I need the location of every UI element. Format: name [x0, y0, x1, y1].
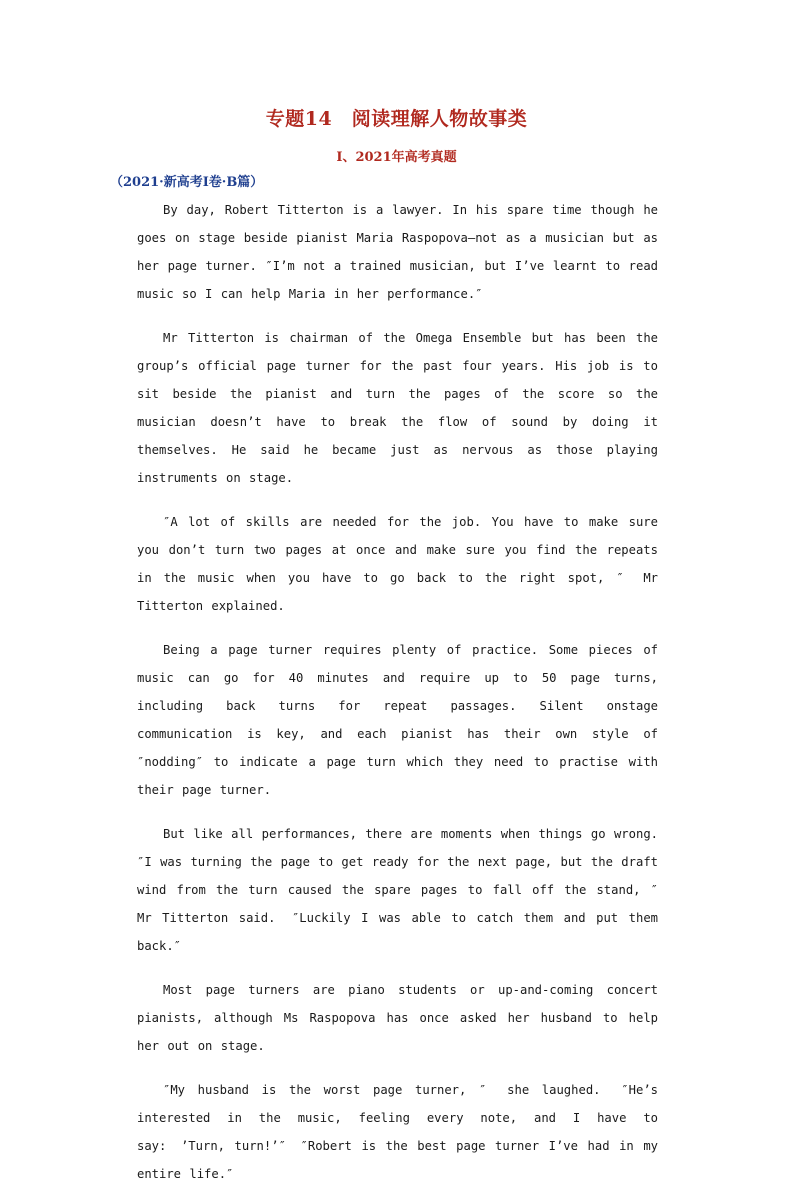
reading-passage [137, 196, 671, 1204]
paragraph-3: ″A lot of skills are needed for the job. You have to make sure you don’t turn two pages at once and make sure you find the repeats in the music when you have to go back to the right spot, ″ Mr Titterton explained. [137, 515, 658, 613]
paragraph-4: Being a page turner requires plenty of practice. Some pieces of music can go for 40 minutes and require up to 50 page turns, including back turns for repeat passages. Silent onstage communication is key, and each pianist has their own style of ″nodding″ to indicate a page turn which they need to practise with their page turner. [137, 643, 658, 797]
paragraph-7: ″My husband is the worst page turner, ″ she laughed. ″He’s interested in the music, feeling every note, and I have to say: ’Turn, turn!’″ ″Robert is the best page turner I’ve had in my entire life.″ [137, 1083, 658, 1181]
paragraph-5: But like all performances, there are moments when things go wrong. ″I was turning the page to get ready for the next page, but the draft wind from the turn caused the spare pages to fall off the stand, ″ Mr Titterton said. ″Luckily I was able to catch them and put them back.″ [137, 827, 671, 953]
paragraph-6: Most page turners are piano students or up-and-coming concert pianists, although Ms Raspopova has once asked her husband to help her out on stage. [137, 983, 658, 1053]
paragraph-1: By day, Robert Titterton is a lawyer. In his spare time though he goes on stage beside pianist Maria Raspopova—not as a musician but as her page turner. ″I’m not a trained musician, but I’ve learnt to read music so I can help Maria in her performance.″ [137, 203, 658, 301]
section-subtitle: Ⅰ、2021年高考真题 [336, 150, 457, 165]
page-title: 专题14 阅读理解人物故事类 [265, 108, 528, 130]
paragraph-2: Mr Titterton is chairman of the Omega Ensemble but has been the group’s official page turner for the past four years. His job is to sit beside the pianist and turn the pages of the score so the musician doesn’t have to break the flow of sound by doing it themselves. He said he became just as nervous as those playing instruments on stage. [137, 331, 658, 485]
exam-source-label: （2021·新高考Ⅰ卷·B篇） [110, 175, 264, 190]
